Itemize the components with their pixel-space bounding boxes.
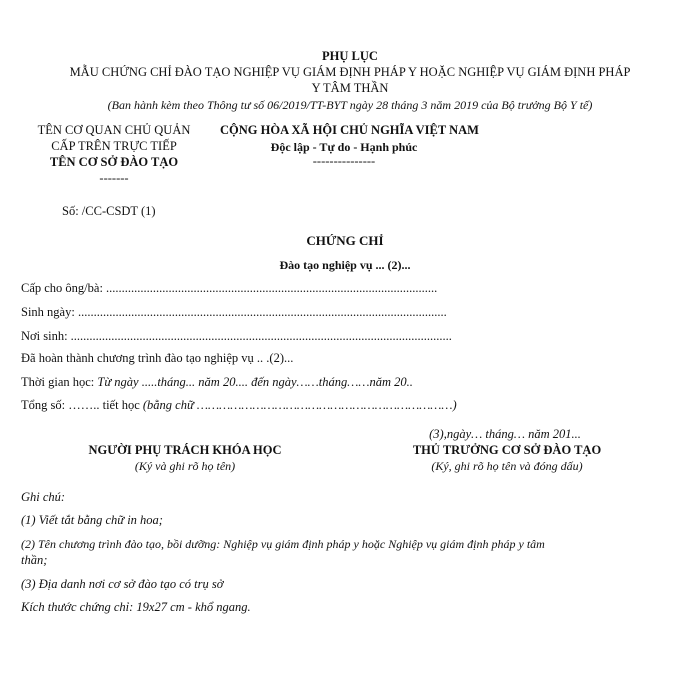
signing-date-line: (3),ngày… tháng… năm 201... bbox=[429, 427, 581, 441]
total-periods-in-words: (bằng chữ ……………………………………………………………) bbox=[142, 398, 457, 412]
parent-agency-line2: CẤP TRÊN TRỰC TIẾP bbox=[51, 139, 177, 153]
field-issued-to: Cấp cho ông/bà: .......................................................................................................... bbox=[21, 281, 438, 295]
appendix-heading: PHỤ LỤC bbox=[322, 49, 378, 63]
certificate-size-note: Kích thước chứng chỉ: 19x27 cm - khổ ngang. bbox=[21, 600, 251, 614]
note-1: (1) Viết tắt bằng chữ in hoa; bbox=[21, 513, 163, 527]
right-header-separator: --------------- bbox=[312, 154, 376, 168]
institution-head-title: THỦ TRƯỞNG CƠ SỞ ĐÀO TẠO bbox=[412, 443, 602, 457]
field-place-of-birth: Nơi sinh: .......................................................................................................................... bbox=[21, 329, 452, 343]
document-number: Số: /CC-CSDT (1) bbox=[62, 204, 156, 218]
appendix-title-line2: Y TÂM THẦN bbox=[311, 81, 389, 95]
field-study-time bbox=[21, 375, 413, 390]
institution-head-sign-note: (Ký, ghi rõ họ tên và đóng dấu) bbox=[431, 459, 583, 473]
national-motto: Độc lập - Tự do - Hạnh phúc bbox=[270, 140, 418, 154]
certificate-subtitle: Đào tạo nghiệp vụ ... (2)... bbox=[279, 258, 411, 272]
issued-note: (Ban hành kèm theo Thông tư số 06/2019/TT-BYT ngày 28 tháng 3 năm 2019 của Bộ trưởng Bộ Y tế) bbox=[107, 98, 593, 112]
field-total-periods bbox=[21, 398, 457, 413]
notes-heading: Ghi chú: bbox=[21, 490, 66, 504]
training-institution-name: TÊN CƠ SỞ ĐÀO TẠO bbox=[49, 155, 179, 169]
note-3: (3) Địa danh nơi cơ sở đào tạo có trụ sở bbox=[21, 577, 224, 591]
appendix-title-line1: MẪU CHỨNG CHỈ ĐÀO TẠO NGHIỆP VỤ GIÁM ĐỊNH PHÁP Y HOẶC NGHIỆP VỤ GIÁM ĐỊNH PHÁP bbox=[69, 65, 631, 79]
field-date-of-birth: Sinh ngày: ...................................................................................................................... bbox=[21, 305, 447, 319]
course-lead-sign-note: (Ký và ghi rõ họ tên) bbox=[134, 459, 236, 473]
certificate-title: CHỨNG CHỈ bbox=[306, 233, 384, 248]
study-time-label: Thời gian học: bbox=[21, 375, 98, 389]
left-header-separator: ------- bbox=[99, 171, 129, 185]
course-lead-title: NGƯỜI PHỤ TRÁCH KHÓA HỌC bbox=[88, 443, 282, 457]
parent-agency-line1: TÊN CƠ QUAN CHỦ QUẢN bbox=[37, 123, 191, 137]
total-periods-label: Tổng số: …….. tiết học bbox=[21, 398, 143, 412]
field-completed-program: Đã hoàn thành chương trình đào tạo nghiệp vụ .. .(2)... bbox=[21, 351, 294, 365]
study-time-value: Từ ngày .....tháng... năm 20.... đến ngày……tháng……năm 20.. bbox=[97, 375, 413, 389]
country-name: CỘNG HÒA XÃ HỘI CHỦ NGHĨA VIỆT NAM bbox=[220, 123, 479, 137]
note-2-line1: (2) Tên chương trình đào tạo, bồi dưỡng: Nghiệp vụ giám định pháp y hoặc Nghiệp vụ giám định pháp y tâm bbox=[21, 537, 545, 551]
note-2-line2: thần; bbox=[21, 553, 48, 567]
